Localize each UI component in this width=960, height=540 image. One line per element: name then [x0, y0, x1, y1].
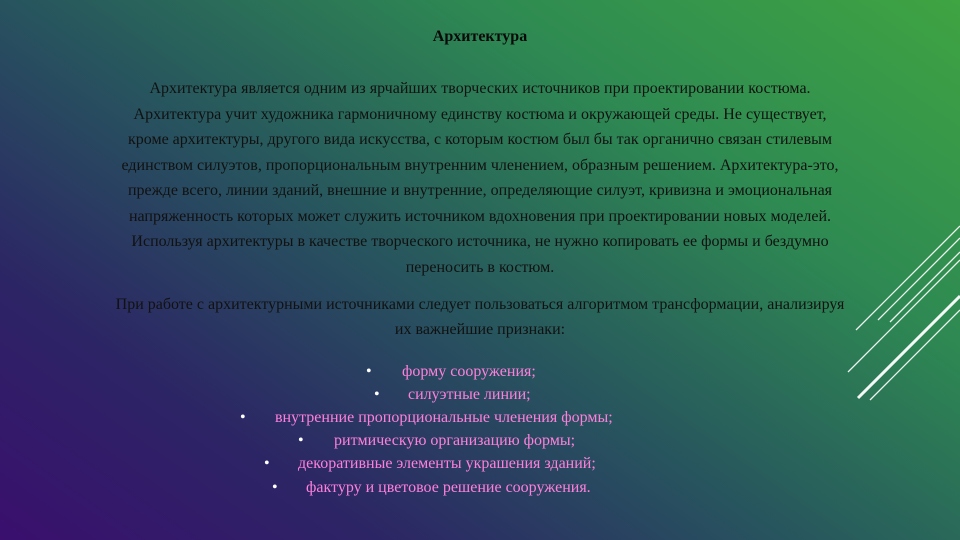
- paragraph-line: переносить в костюм.: [405, 258, 555, 276]
- architecture-paragraph: [14, 76, 946, 280]
- paragraph-line: прежде всего, линии зданий, внешние и внутренние, определяющие силуэт, кривизна и эмоциональная: [127, 182, 833, 199]
- bullet-item: [272, 477, 591, 499]
- paragraph-line: Архитектура учит художника гармоничному единству костюма и окружающей среды. Не существует,: [133, 105, 827, 123]
- intro-line: При работе с архитектурными источниками следует пользоваться алгоритмом трансформации, анализируя: [115, 296, 845, 313]
- bullet-text: силуэтные линии;: [408, 386, 531, 403]
- paragraph-line: напряженность которых может служить источником вдохновения при проектировании новых моделей.: [128, 207, 832, 225]
- paragraph-line: Архитектура является одним из ярчайших творческих источников при проектировании костюма.: [149, 80, 811, 97]
- bullet-text: ритмическую организацию формы;: [334, 432, 576, 449]
- bullet-dot: •: [366, 363, 372, 380]
- paragraph-line: единством силуэтов, пропорциональным внутренним членением, образным решением. Архитектура-это,: [121, 156, 839, 174]
- paragraph-line: кроме архитектуры, другого вида искусства, с которым костюм был бы так органично связан стилевым: [127, 131, 833, 148]
- bullet-item: [264, 453, 596, 475]
- bullet-item: [240, 407, 613, 429]
- intro-line: их важнейшие признаки:: [394, 321, 566, 338]
- bullet-text: фактуру и цветовое решение сооружения.: [306, 479, 591, 496]
- bullet-item: [366, 361, 536, 383]
- slide-title: Архитектура: [432, 28, 528, 45]
- bullet-dot: •: [240, 409, 246, 426]
- bullet-dot: •: [298, 432, 304, 449]
- bullet-text: декоративные элементы украшения зданий;: [298, 455, 596, 472]
- bullet-dot: •: [264, 455, 270, 472]
- paragraph-line: Используя архитектуры в качестве творческого источника, не нужно копировать ее формы и бездумно: [131, 233, 829, 250]
- transformation-intro: [0, 292, 960, 342]
- bullet-dot: •: [374, 386, 380, 403]
- bullet-item: [298, 430, 575, 452]
- bullet-dot: •: [272, 479, 278, 496]
- bullet-text: форму сооружения;: [402, 363, 536, 380]
- bullet-item: [374, 384, 531, 406]
- bullet-text: внутренние пропорциональные членения формы;: [275, 409, 613, 426]
